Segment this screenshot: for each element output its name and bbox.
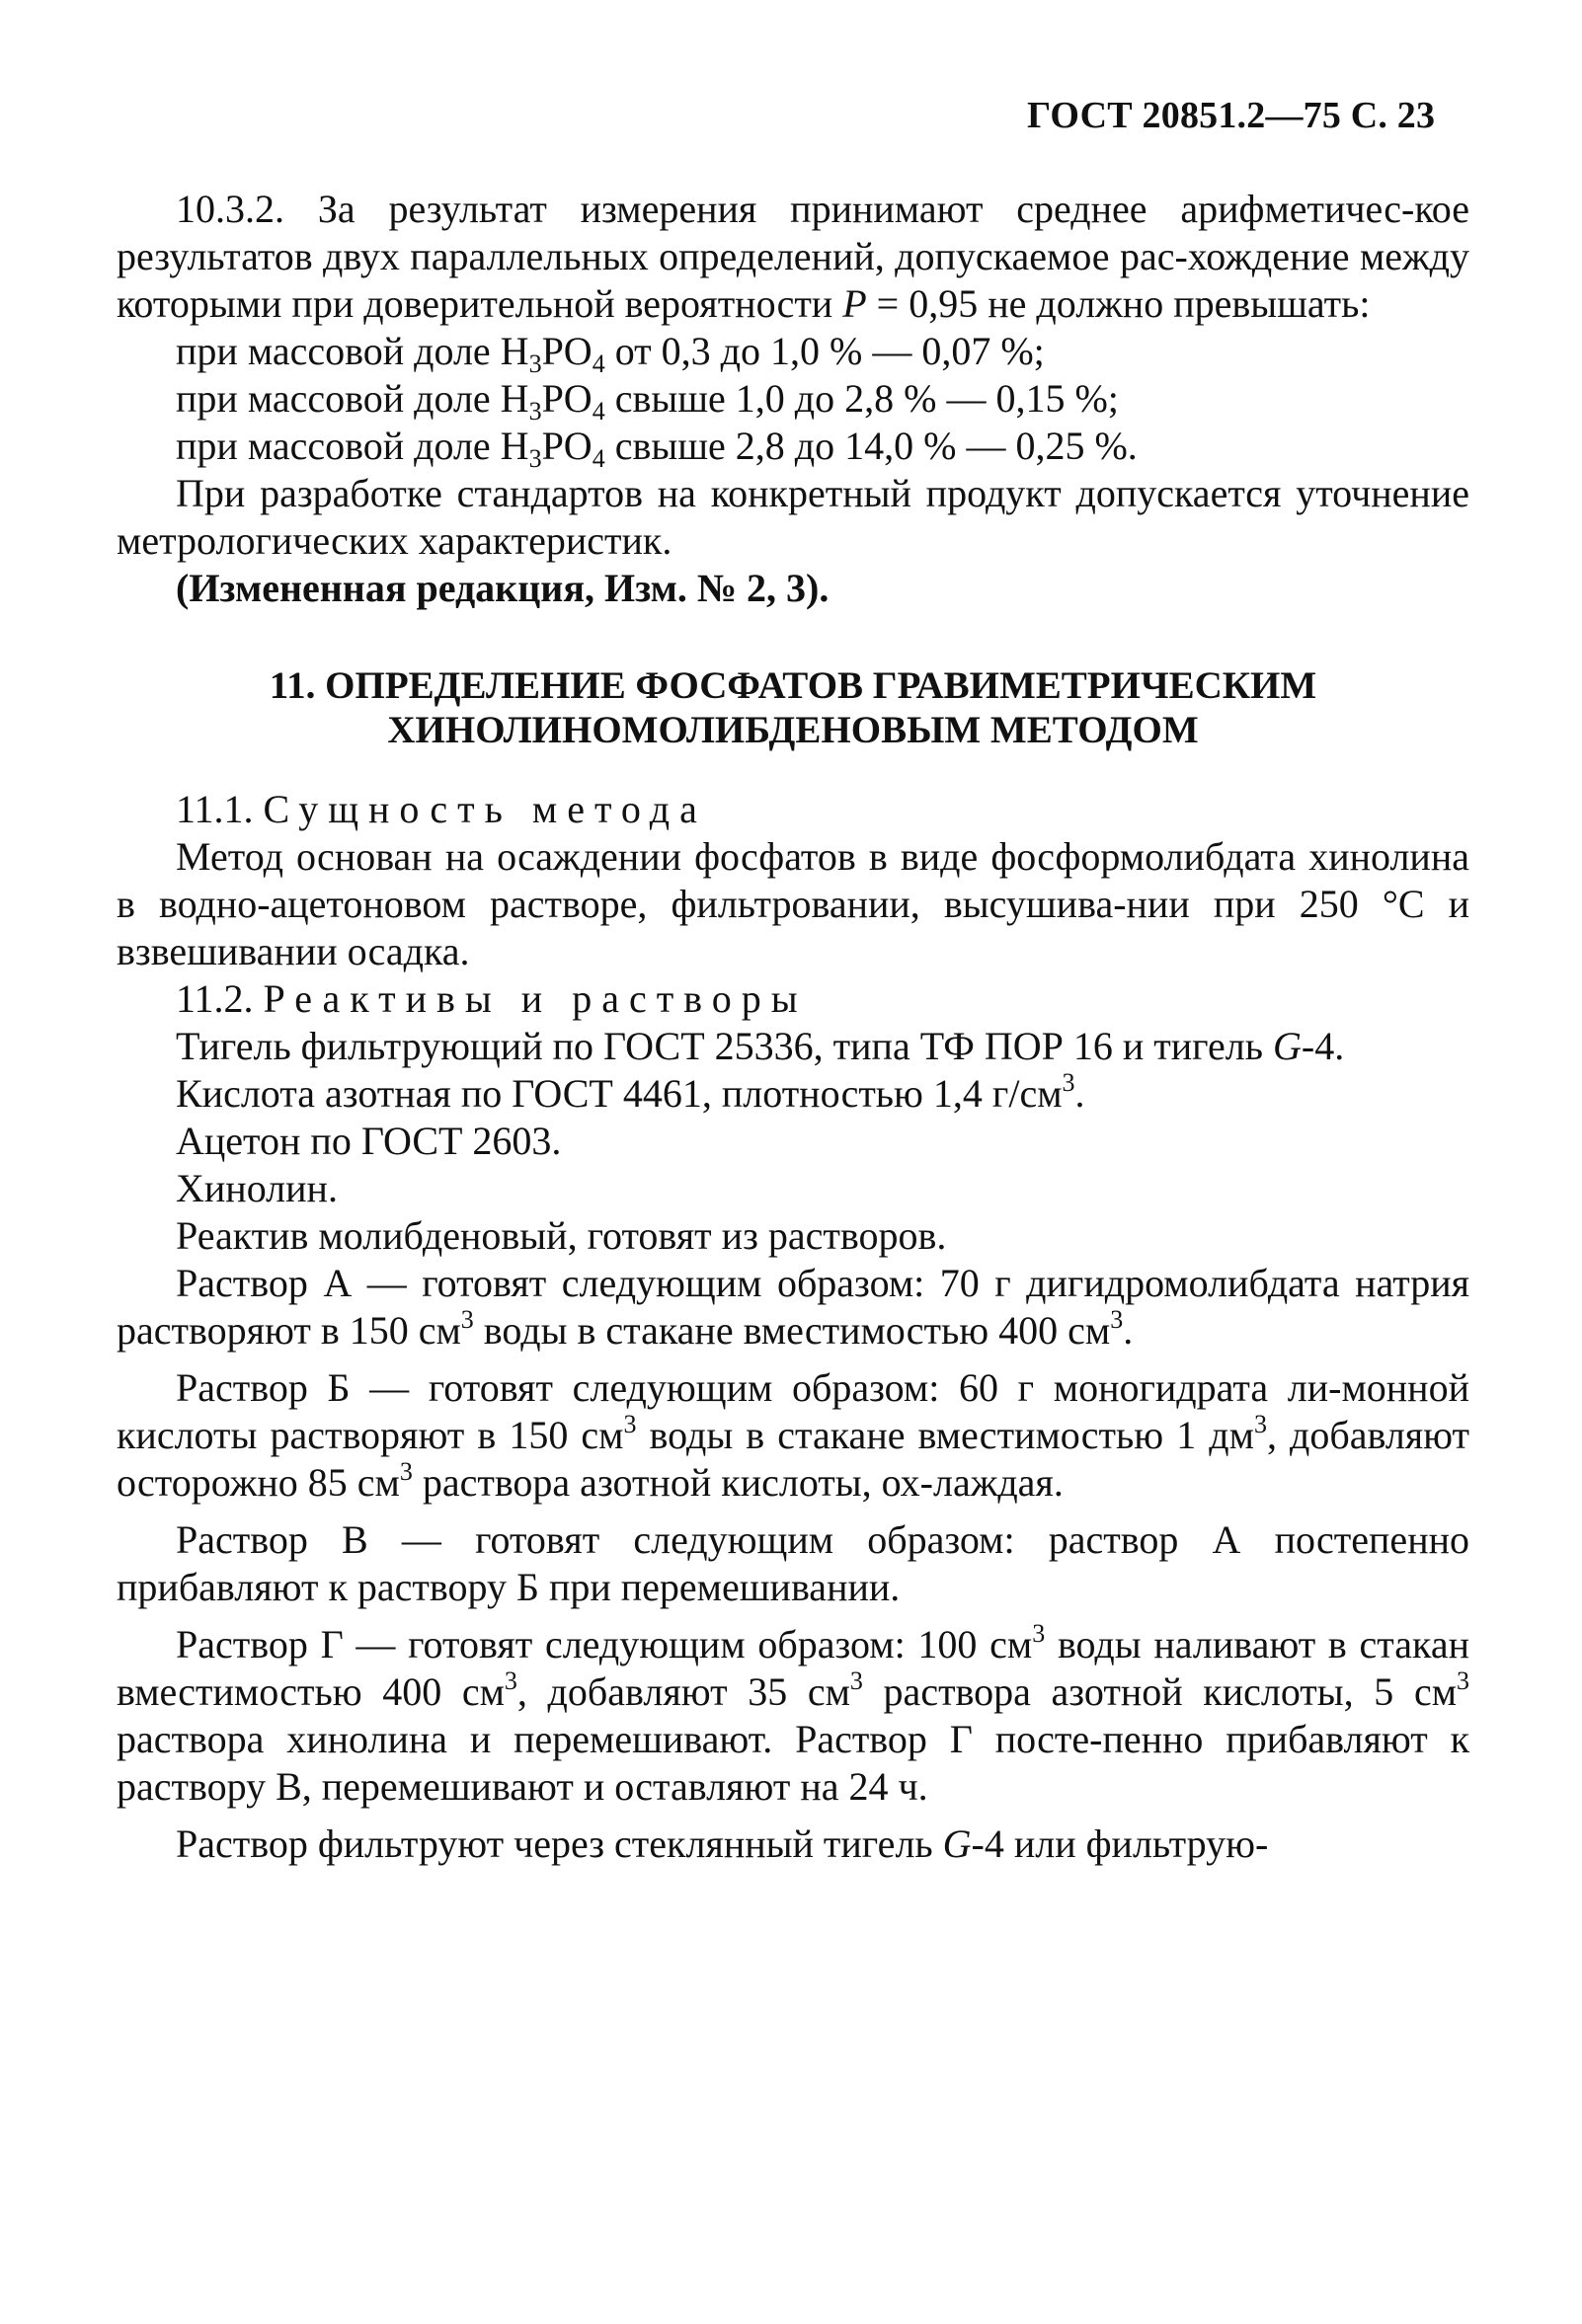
page-header: ГОСТ 20851.2—75 С. 23 bbox=[1027, 95, 1436, 136]
solution-text: воды в стакане вместимостью 1 дм bbox=[636, 1413, 1254, 1457]
item-prefix: при массовой доле H bbox=[176, 329, 529, 373]
solution-text: раствора азотной кислоты, ох-лаждая. bbox=[412, 1460, 1064, 1505]
solution-text: воды в стакане вместимостью 400 см bbox=[473, 1308, 1111, 1353]
filtration-text bbox=[117, 1820, 1469, 1868]
subsection-11-2-title bbox=[117, 975, 1469, 1023]
subscript: 4 bbox=[592, 349, 605, 378]
item-prefix: при массовой доле H bbox=[176, 424, 529, 468]
method-description: Метод основан на осаждении фосфатов в виде фосформолибдата хинолина в водно-ацетоновом растворе, фильтровании, высушива-нии при 250 °С и взвешивании осадка. bbox=[117, 834, 1469, 973]
metrology-note: При разработке стандартов на конкретный продукт допускается уточнение метрологических характеристик. bbox=[117, 471, 1469, 563]
tolerance-item-3 bbox=[117, 423, 1469, 473]
reagent-molybdenum: Реактив молибденовый, готовят из растворов. bbox=[176, 1213, 947, 1258]
item-text: от 0,3 до 1,0 % — 0,07 %; bbox=[604, 329, 1045, 373]
solution-end: . bbox=[1123, 1308, 1134, 1353]
probability-value: = 0,95 не должно превышать: bbox=[866, 281, 1371, 326]
item-text: свыше 2,8 до 14,0 % — 0,25 %. bbox=[604, 424, 1138, 468]
reagent-crucible bbox=[117, 1023, 1469, 1070]
superscript: 3 bbox=[849, 1666, 863, 1695]
solution-text: , добавляют осторожно 85 см bbox=[117, 1413, 1470, 1505]
subsection-title: Реактивы и растворы bbox=[263, 976, 808, 1021]
solution-text: раствора хинолина и перемешивают. Раствор Г посте-пенно прибавляют к раствору В, перемешивают и оставляют на 24 ч. bbox=[117, 1717, 1469, 1809]
paragraph-10-3-2 bbox=[117, 186, 1469, 328]
crucible-grade: G bbox=[1273, 1024, 1302, 1068]
solution-a bbox=[117, 1260, 1469, 1355]
subscript: 3 bbox=[528, 349, 542, 378]
filtration-part: -4 или фильтрую- bbox=[971, 1821, 1269, 1866]
formula-part: PO bbox=[541, 376, 593, 421]
formula-part: PO bbox=[541, 329, 593, 373]
paragraph-text: 10.3.2. За результат измерения принимают среднее арифметичес-кое результатов двух параллельных определений, допускаемое рас-хождение между которыми при доверительной вероятности bbox=[117, 187, 1469, 326]
crucible-grade: G bbox=[942, 1821, 972, 1866]
heading-line-1: 11. ОПРЕДЕЛЕНИЕ ФОСФАТОВ ГРАВИМЕТРИЧЕСКИМ bbox=[269, 664, 1317, 707]
subsection-11-1-title bbox=[117, 786, 1469, 833]
section-11-heading bbox=[117, 663, 1469, 752]
superscript: 3 bbox=[504, 1666, 517, 1695]
solution-text: Раствор А — готовят следующим образом: 70 г дигидромолибдата натрия растворяют в 150 см bbox=[117, 1261, 1469, 1353]
heading-line-2: ХИНОЛИНОМОЛИБДЕНОВЫМ МЕТОДОМ bbox=[387, 709, 1199, 751]
solution-text: Раствор Г — готовят следующим образом: 100 см bbox=[176, 1622, 1033, 1666]
reagent-text: Кислота азотная по ГОСТ 4461, плотностью 1,4 г/см bbox=[176, 1071, 1063, 1116]
superscript: 3 bbox=[399, 1457, 413, 1486]
solution-text: раствора азотной кислоты, 5 см bbox=[862, 1669, 1458, 1714]
reagent-acetone: Ацетон по ГОСТ 2603. bbox=[176, 1119, 562, 1163]
solution-v: Раствор В — готовят следующим образом: раствор А постепенно прибавляют к раствору Б при перемешивании. bbox=[117, 1517, 1469, 1609]
solution-text: , добавляют 35 см bbox=[516, 1669, 850, 1714]
solution-b bbox=[117, 1364, 1469, 1507]
edition-note: (Измененная редакция, Изм. № 2, 3). bbox=[176, 566, 830, 610]
superscript: 3 bbox=[460, 1305, 474, 1334]
probability-symbol: P bbox=[842, 281, 867, 326]
subsection-number: 11.2. bbox=[176, 976, 254, 1021]
tolerance-item-2 bbox=[117, 375, 1469, 426]
crucible-grade-suffix: -4. bbox=[1301, 1024, 1345, 1068]
filtration-part: Раствор фильтруют через стеклянный тигель bbox=[176, 1821, 933, 1866]
subscript: 4 bbox=[592, 397, 605, 426]
superscript: 3 bbox=[1110, 1305, 1124, 1334]
superscript: 3 bbox=[1032, 1619, 1046, 1648]
superscript: 3 bbox=[623, 1410, 637, 1438]
reagent-quinoline: Хинолин. bbox=[176, 1166, 338, 1210]
solution-text: Раствор Б — готовят следующим образом: 60 г моногидрата ли-монной кислоты растворяют в 150 см bbox=[117, 1365, 1469, 1457]
subsection-title: Сущность метода bbox=[263, 787, 707, 831]
solution-g bbox=[117, 1621, 1469, 1811]
reagent-nitric-acid bbox=[117, 1070, 1469, 1118]
reagent-end: . bbox=[1074, 1071, 1085, 1116]
reagent-text: Тигель фильтрующий по ГОСТ 25336, типа ТФ ПОР 16 и тигель bbox=[176, 1024, 1263, 1068]
solution-text: воды наливают в стакан вместимостью 400 см bbox=[117, 1622, 1469, 1714]
subscript: 3 bbox=[528, 444, 542, 473]
superscript: 3 bbox=[1457, 1666, 1470, 1695]
subscript: 3 bbox=[528, 397, 542, 426]
tolerance-item-1 bbox=[117, 328, 1469, 378]
formula-part: PO bbox=[541, 424, 593, 468]
subsection-number: 11.1. bbox=[176, 787, 254, 831]
item-text: свыше 1,0 до 2,8 % — 0,15 %; bbox=[604, 376, 1119, 421]
document-body bbox=[117, 186, 1469, 1868]
subscript: 4 bbox=[592, 444, 605, 473]
item-prefix: при массовой доле H bbox=[176, 376, 529, 421]
superscript: 3 bbox=[1062, 1068, 1075, 1097]
superscript: 3 bbox=[1253, 1410, 1267, 1438]
